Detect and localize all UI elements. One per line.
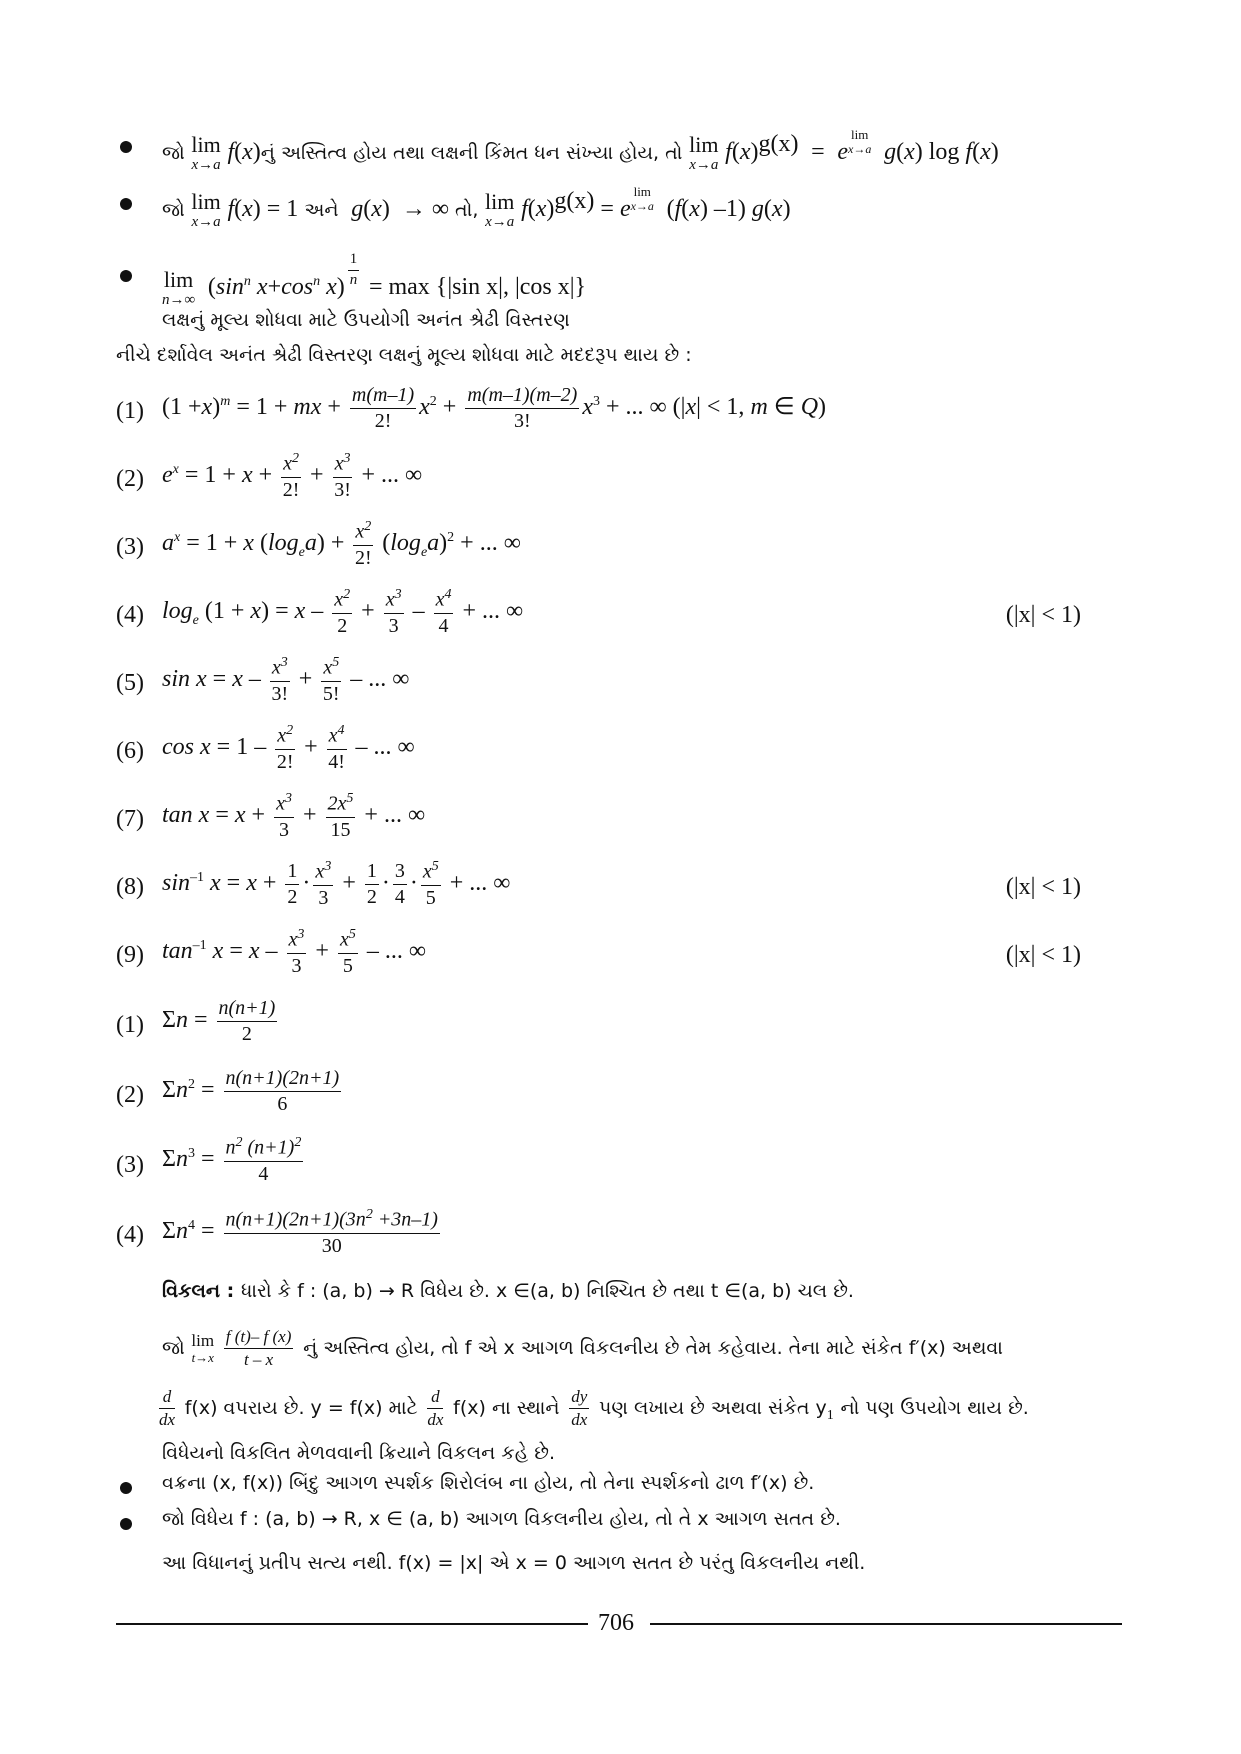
footer-rule-left [116,1623,588,1625]
series-7-tan: tan x = x + $\frac{x^3}{3}$ + $\frac{2x^5}{15}$ + ... ∞ [162,791,426,841]
continuity-bullet: જો વિધેય f : (a, b) → R, x ∈ (a, b) આગળ વિકલનીય હોય, તો તે x આગળ સતત છે. [162,1508,841,1530]
differentiation-notation-line: $\frac{d}{dx}$ f(x) વપરાય છે. y = f(x) માટે $\frac{d}{dx}$ f(x) ના સ્થાને $\frac{dy}{dx}$ પણ લખાય છે અથવા સંકેત $y_1$ નો પણ ઉપયોગ થાય છે. [159,1387,1029,1429]
series-4-log: $\log_e (1 + x) = x$ – $\frac{x^2}{2}$ + $\frac{x^3}{3}$ – $\frac{x^4}{4}$ + ... ∞ [162,587,524,637]
bullet-dot [120,198,132,210]
sum-n: Σn = $\frac{n(n+1)}{2}$ [162,997,276,1045]
series-number: (8) [116,874,144,900]
series-condition: (|x| < 1) [1005,602,1081,628]
series-2-exp: $e^x = 1 + x$ + $\frac{x^2}{2!}$ + $\frac{x^3}{3!}$ + ... ∞ [162,451,423,501]
sum-number: (4) [116,1222,144,1248]
differentiation-term: વિધેયનો વિકલિત મેળવવાની ક્રિયાને વિકલન કહે છે. [162,1442,555,1464]
series-number: (7) [116,806,144,832]
footer-rule-right [650,1623,1122,1625]
page-number: 706 [598,1610,634,1636]
series-number: (2) [116,466,144,492]
series-3-power: $a^x = 1 + x$ $(\log_ea)$ + $\frac{x^2}{2!}$ $(\log_ea)^2$ + ... ∞ [162,519,521,569]
sum-n-squared: $\Sigma n^2$ = $\frac{n(n+1)(2n+1)}{6}$ [162,1067,340,1115]
series-intro-line: નીચે દર્શાવેલ અનંત શ્રેઢી વિસ્તરણ લક્ષનું મૂલ્ય શોધવા માટે મદદરૂપ થાય છે : [116,344,692,366]
sum-number: (3) [116,1152,144,1178]
series-condition: (|x| < 1) [1005,942,1081,968]
bullet-1: જો lim x→a f(x)નું અસ્તિત્વ હોય તથા લક્ષની કિંમત ધન સંખ્યા હોય, તો lim x→a $f(x)^{g(x)} = e$ $^{lim x\to a}$ g(x) log f(x) [162,127,999,173]
series-number: (6) [116,738,144,764]
series-number: (9) [116,942,144,968]
series-heading: લક્ષનું મૂલ્ય શોધવા માટે ઉપયોગી અનંત શ્રેઢી વિસ્તરણ [162,309,570,331]
bullet-2: જો lim x→a f(x) = 1 અને g(x) → ∞ તો, lim x→a $f(x)^{g(x)} = e$ $^{lim x\to a}$ (f(x) –1) g(x) [162,184,791,230]
series-condition: (|x| < 1) [1005,874,1081,900]
bullet-dot [120,1518,132,1530]
bullet-dot [120,141,132,153]
tangent-slope-bullet: વક્રના (x, f(x)) બિંદુ આગળ સ્પર્શક શિરોલંબ ના હોય, તો તેના સ્પર્શકનો ઢાળ f′(x) છે. [162,1472,815,1494]
series-number: (3) [116,534,144,560]
series-6-cos: cos x = 1 – $\frac{x^2}{2!}$ + $\frac{x^4}{4!}$ – ... ∞ [162,723,415,773]
differentiation-limit-line: જો lim t→x $\frac{f (t)- f (x)}{t - x}$ નું અસ્તિત્વ હોય, તો f એ x આગળ વિકલનીય છે તેમ કહેવાય. તેના માટે સંકેત f′(x) અથવા [162,1327,1003,1369]
sum-number: (1) [116,1012,144,1038]
sum-n-fourth: $\Sigma n^4$ = $\frac{n(n+1)(2n+1)(3n^2 +3n-1)}{30}$ [162,1207,438,1257]
bullet-dot [120,270,132,282]
series-1-binomial: $(1 +x)^m = 1$ + mx + $\frac{m(m-1)}{2!}$ $x^2$ + $\frac{m(m-1)(m-2)}{3!}$ $x^3$ + ... ∞ (|x| < 1, m ∈ Q) [162,384,827,432]
sum-n-cubed: $\Sigma n^3$ = $\frac{n^2 (n+1)^2}{4}$ [162,1135,302,1185]
series-9-arctan: $\tan^{-1} x = x$ – $\frac{x^3}{3}$ + $\frac{x^5}{5}$ – ... ∞ [162,927,426,977]
series-number: (5) [116,670,144,696]
converse-statement: આ વિધાનનું પ્રતીપ સત્ય નથી. f(x) = |x| એ x = 0 આગળ સતત છે પરંતુ વિકલનીય નથી. [162,1552,866,1574]
bullet-3: lim n→∞ ($\sin^n$ $x+\cos^n$ x) $^{\frac{1}{n}}$ = max {|sin x|, |cos x|} [162,251,587,308]
series-8-arcsin: $\sin^{-1} x = x$ + $\frac{1}{2}$ · $\frac{x^3}{3}$ + $\frac{1}{2}$ · $\frac{3}{4}$ · $\frac{x^5}{5}$ + ... ∞ [162,859,511,909]
series-number: (4) [116,602,144,628]
series-5-sin: sin x = x – $\frac{x^3}{3!}$ + $\frac{x^5}{5!}$ – ... ∞ [162,655,410,705]
sum-number: (2) [116,1082,144,1108]
series-number: (1) [116,398,144,424]
differentiation-definition: વિકલન : ધારો કે f : (a, b) → R વિધેય છે. x ∈(a, b) નિશ્ચિત છે તથા t ∈(a, b) ચલ છે. [162,1280,854,1302]
bullet-dot [120,1482,132,1494]
